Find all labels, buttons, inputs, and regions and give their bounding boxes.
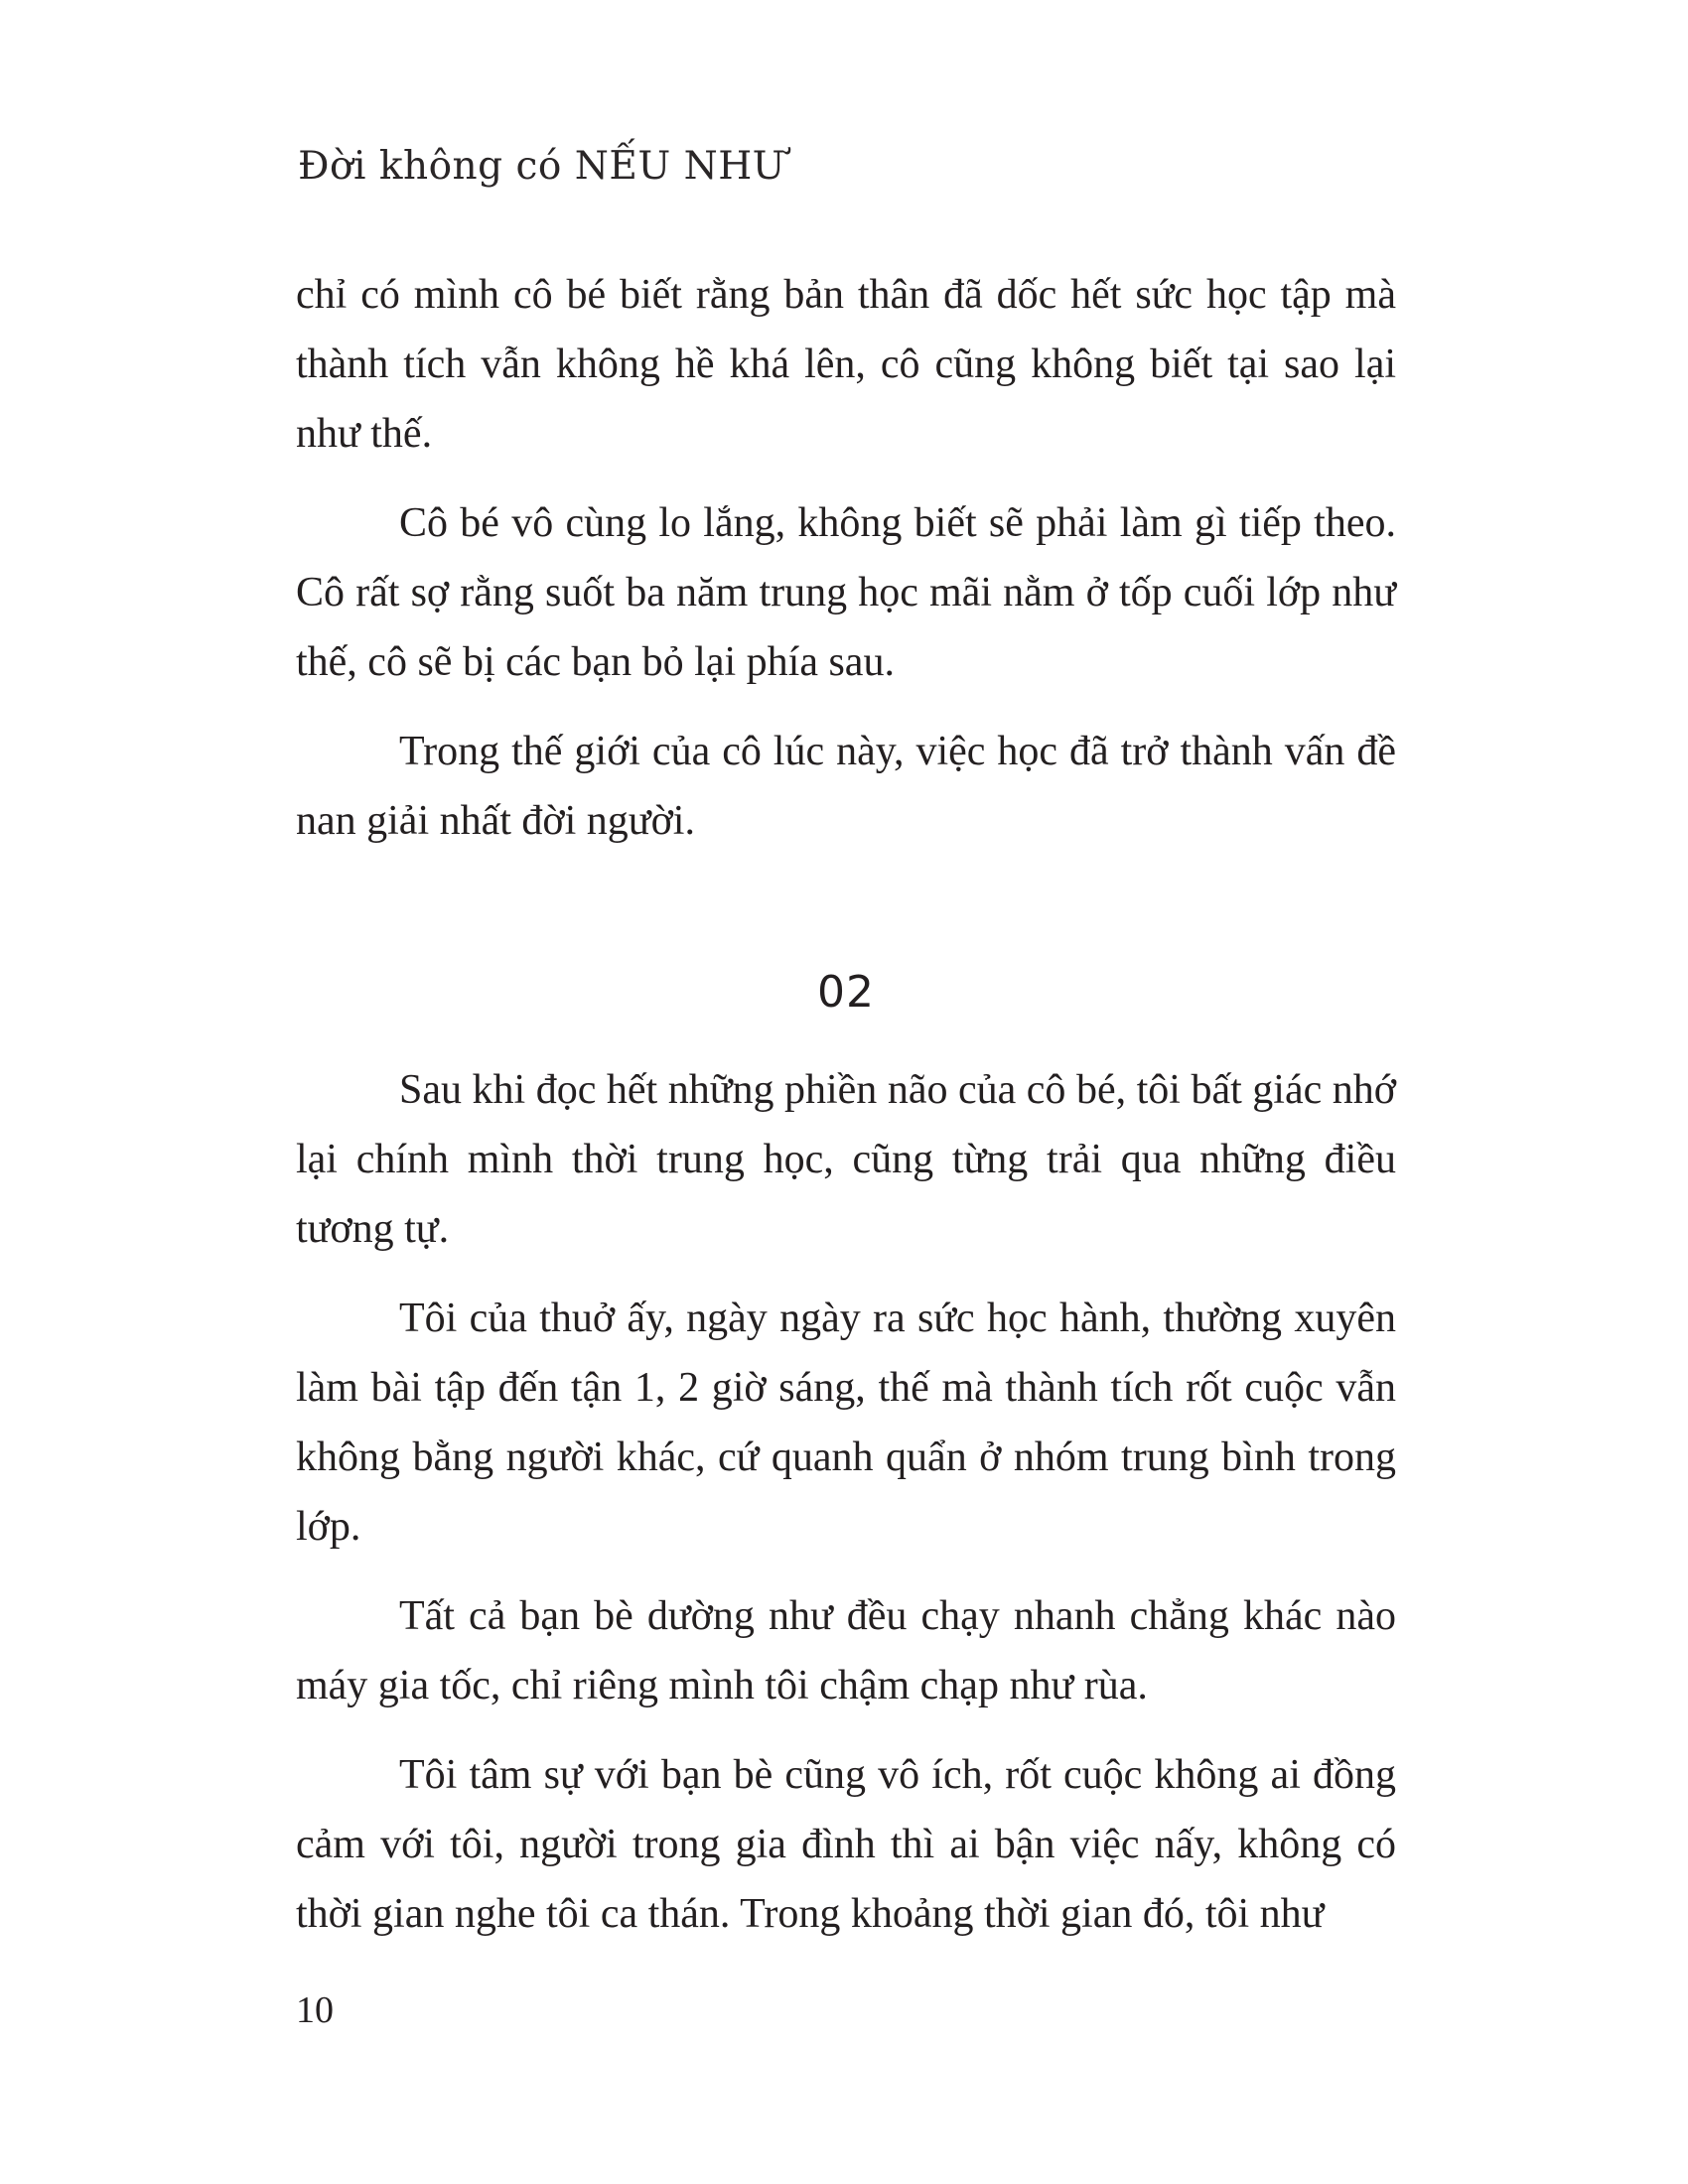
section-number: 02 xyxy=(817,967,875,1018)
page-number: 10 xyxy=(296,1989,334,2031)
running-header: Đời không có NẾU NHƯ xyxy=(298,144,786,189)
paragraph: Cô bé vô cùng lo lắng, không biết sẽ phải làm gì tiếp theo. Cô rất sợ rằng suốt ba năm trung học mãi nằm ở tốp cuối lớp như thế, cô sẽ bị các bạn bỏ lại phía sau. xyxy=(296,500,1396,685)
paragraph: Tất cả bạn bè dường như đều chạy nhanh chẳng khác nào máy gia tốc, chỉ riêng mình tôi chậm chạp như rùa. xyxy=(296,1593,1396,1708)
paragraph: chỉ có mình cô bé biết rằng bản thân đã dốc hết sức học tập mà thành tích vẫn không hề khá lên, cô cũng không biết tại sao lại như thế. xyxy=(296,272,1396,457)
paragraph: Tôi tâm sự với bạn bè cũng vô ích, rốt cuộc không ai đồng cảm với tôi, người trong gia đình thì ai bận việc nấy, không có thời gian nghe tôi ca thán. Trong khoảng thời gian đó, tôi như xyxy=(296,1752,1396,1937)
paragraph: Sau khi đọc hết những phiền não của cô bé, tôi bất giác nhớ lại chính mình thời trung học, cũng từng trải qua những điều tương tự. xyxy=(296,1067,1396,1252)
paragraph: Trong thế giới của cô lúc này, việc học đã trở thành vấn đề nan giải nhất đời người. xyxy=(296,729,1396,844)
page-body xyxy=(296,260,1396,1969)
paragraph: Tôi của thuở ấy, ngày ngày ra sức học hành, thường xuyên làm bài tập đến tận 1, 2 giờ sáng, thế mà thành tích rốt cuộc vẫn không bằng người khác, cứ quanh quẩn ở nhóm trung bình trong lớp. xyxy=(296,1296,1396,1550)
